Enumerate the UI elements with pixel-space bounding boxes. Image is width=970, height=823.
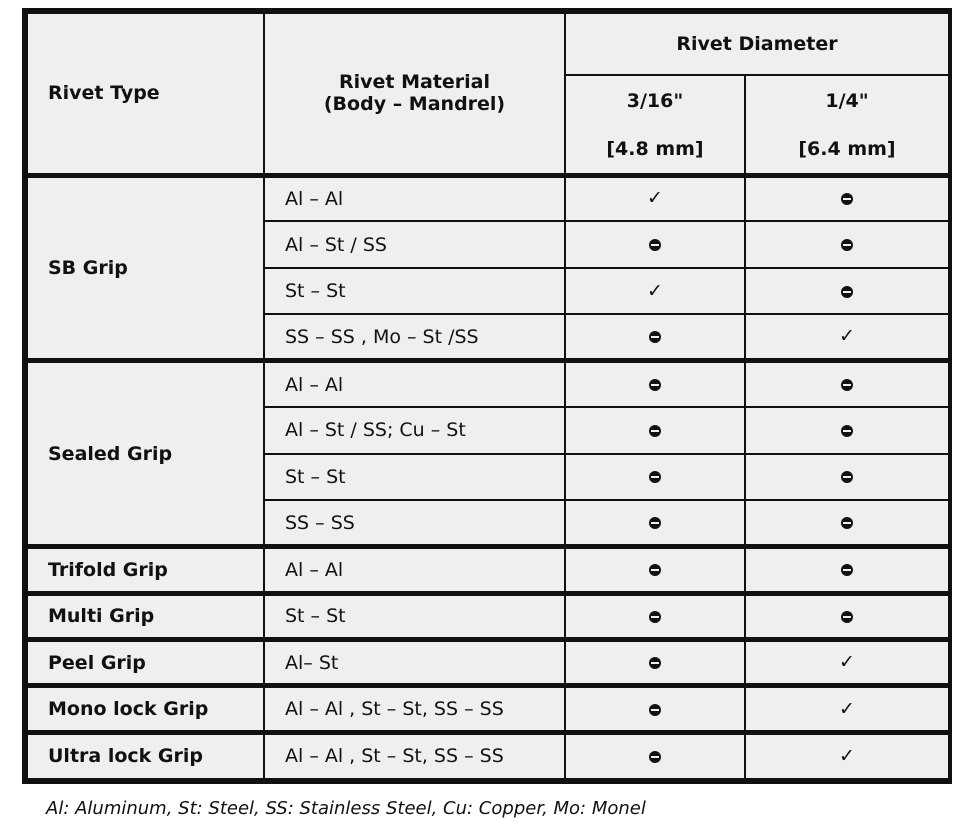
- dot-icon: [841, 379, 853, 391]
- rivet-material-cell: St – St: [264, 593, 565, 639]
- availability-cell-d1: [565, 175, 745, 221]
- rivet-material-cell: Al– St: [264, 640, 565, 686]
- availability-cell-d2: [745, 314, 949, 360]
- availability-cell-d2: [745, 686, 949, 732]
- availability-cell-d2: [745, 268, 949, 314]
- dot-icon: [649, 517, 661, 529]
- rivet-material-cell: SS – SS , Mo – St /SS: [264, 314, 565, 360]
- rivet-type-cell: Trifold Grip: [27, 547, 264, 593]
- dot-icon: [649, 657, 661, 669]
- rivet-type-cell: Multi Grip: [27, 593, 264, 639]
- dot-icon: [841, 425, 853, 437]
- availability-cell-d1: [565, 314, 745, 360]
- availability-cell-d1: [565, 454, 745, 500]
- availability-cell-d2: [745, 593, 949, 639]
- rivet-material-cell: Al – St / SS: [264, 221, 565, 267]
- availability-cell-d1: [565, 593, 745, 639]
- dot-icon: [649, 331, 661, 343]
- dot-icon: [841, 471, 853, 483]
- rivet-material-cell: Al – Al , St – St, SS – SS: [264, 732, 565, 779]
- header-diameter-2-mm: [6.4 mm]: [745, 125, 949, 175]
- header-diameter-2-inch: 1/4": [745, 75, 949, 125]
- dot-icon: [841, 517, 853, 529]
- availability-cell-d2: [745, 454, 949, 500]
- rivet-material-cell: Al – Al: [264, 361, 565, 407]
- check-icon: ✓: [839, 744, 855, 767]
- dot-icon: [649, 379, 661, 391]
- check-icon: ✓: [647, 279, 663, 302]
- availability-cell-d2: [745, 221, 949, 267]
- availability-cell-d2: [745, 361, 949, 407]
- availability-cell-d2: [745, 547, 949, 593]
- footnote: Al: Aluminum, St: Steel, SS: Stainless Steel, Cu: Copper, Mo: Monel: [46, 798, 646, 819]
- availability-cell-d1: [565, 640, 745, 686]
- dot-icon: [649, 751, 661, 763]
- availability-cell-d2: [745, 407, 949, 453]
- rivet-material-cell: Al – Al , St – St, SS – SS: [264, 686, 565, 732]
- availability-cell-d1: [565, 361, 745, 407]
- dot-icon: [649, 704, 661, 716]
- dot-icon: [649, 471, 661, 483]
- availability-cell-d1: [565, 221, 745, 267]
- table-row: [27, 686, 949, 732]
- table-row: [27, 732, 949, 779]
- availability-cell-d2: [745, 500, 949, 546]
- rivet-material-cell: SS – SS: [264, 500, 565, 546]
- table-row: [27, 361, 949, 407]
- dot-icon: [841, 193, 853, 205]
- availability-cell-d1: [565, 686, 745, 732]
- rivet-material-cell: St – St: [264, 268, 565, 314]
- table-row: [27, 547, 949, 593]
- header-diameter-1-mm: [4.8 mm]: [565, 125, 745, 175]
- rivet-material-cell: Al – Al: [264, 547, 565, 593]
- rivet-material-cell: Al – St / SS; Cu – St: [264, 407, 565, 453]
- rivet-type-cell: SB Grip: [27, 175, 264, 361]
- dot-icon: [841, 564, 853, 576]
- header-diameter-1-inch: 3/16": [565, 75, 745, 125]
- rivet-type-cell: Mono lock Grip: [27, 686, 264, 732]
- header-rivet-material-line1: Rivet Material: [338, 71, 491, 94]
- header-rivet-material-line2: (Body – Mandrel): [323, 93, 506, 116]
- table-row: [27, 593, 949, 639]
- availability-cell-d2: [745, 732, 949, 779]
- header-rivet-type: Rivet Type: [27, 13, 264, 175]
- dot-icon: [649, 425, 661, 437]
- dot-icon: [841, 611, 853, 623]
- rivet-table-frame: [22, 8, 952, 784]
- availability-cell-d2: [745, 640, 949, 686]
- rivet-material-cell: St – St: [264, 454, 565, 500]
- header-rivet-diameter: Rivet Diameter: [565, 13, 949, 75]
- rivet-table: [26, 12, 950, 780]
- check-icon: ✓: [839, 697, 855, 720]
- check-icon: ✓: [839, 651, 855, 674]
- table-header: [27, 13, 949, 175]
- header-rivet-material: [264, 13, 565, 175]
- availability-cell-d1: [565, 268, 745, 314]
- availability-cell-d1: [565, 732, 745, 779]
- availability-cell-d2: [745, 175, 949, 221]
- dot-icon: [841, 239, 853, 251]
- rivet-material-cell: Al – Al: [264, 175, 565, 221]
- check-icon: ✓: [647, 187, 663, 210]
- availability-cell-d1: [565, 500, 745, 546]
- dot-icon: [649, 611, 661, 623]
- dot-icon: [841, 286, 853, 298]
- availability-cell-d1: [565, 407, 745, 453]
- availability-cell-d1: [565, 547, 745, 593]
- table-body: [27, 175, 949, 779]
- check-icon: ✓: [839, 325, 855, 348]
- rivet-type-cell: Sealed Grip: [27, 361, 264, 547]
- dot-icon: [649, 239, 661, 251]
- table-row: [27, 175, 949, 221]
- table-row: [27, 640, 949, 686]
- dot-icon: [649, 564, 661, 576]
- rivet-type-cell: Ultra lock Grip: [27, 732, 264, 779]
- rivet-type-cell: Peel Grip: [27, 640, 264, 686]
